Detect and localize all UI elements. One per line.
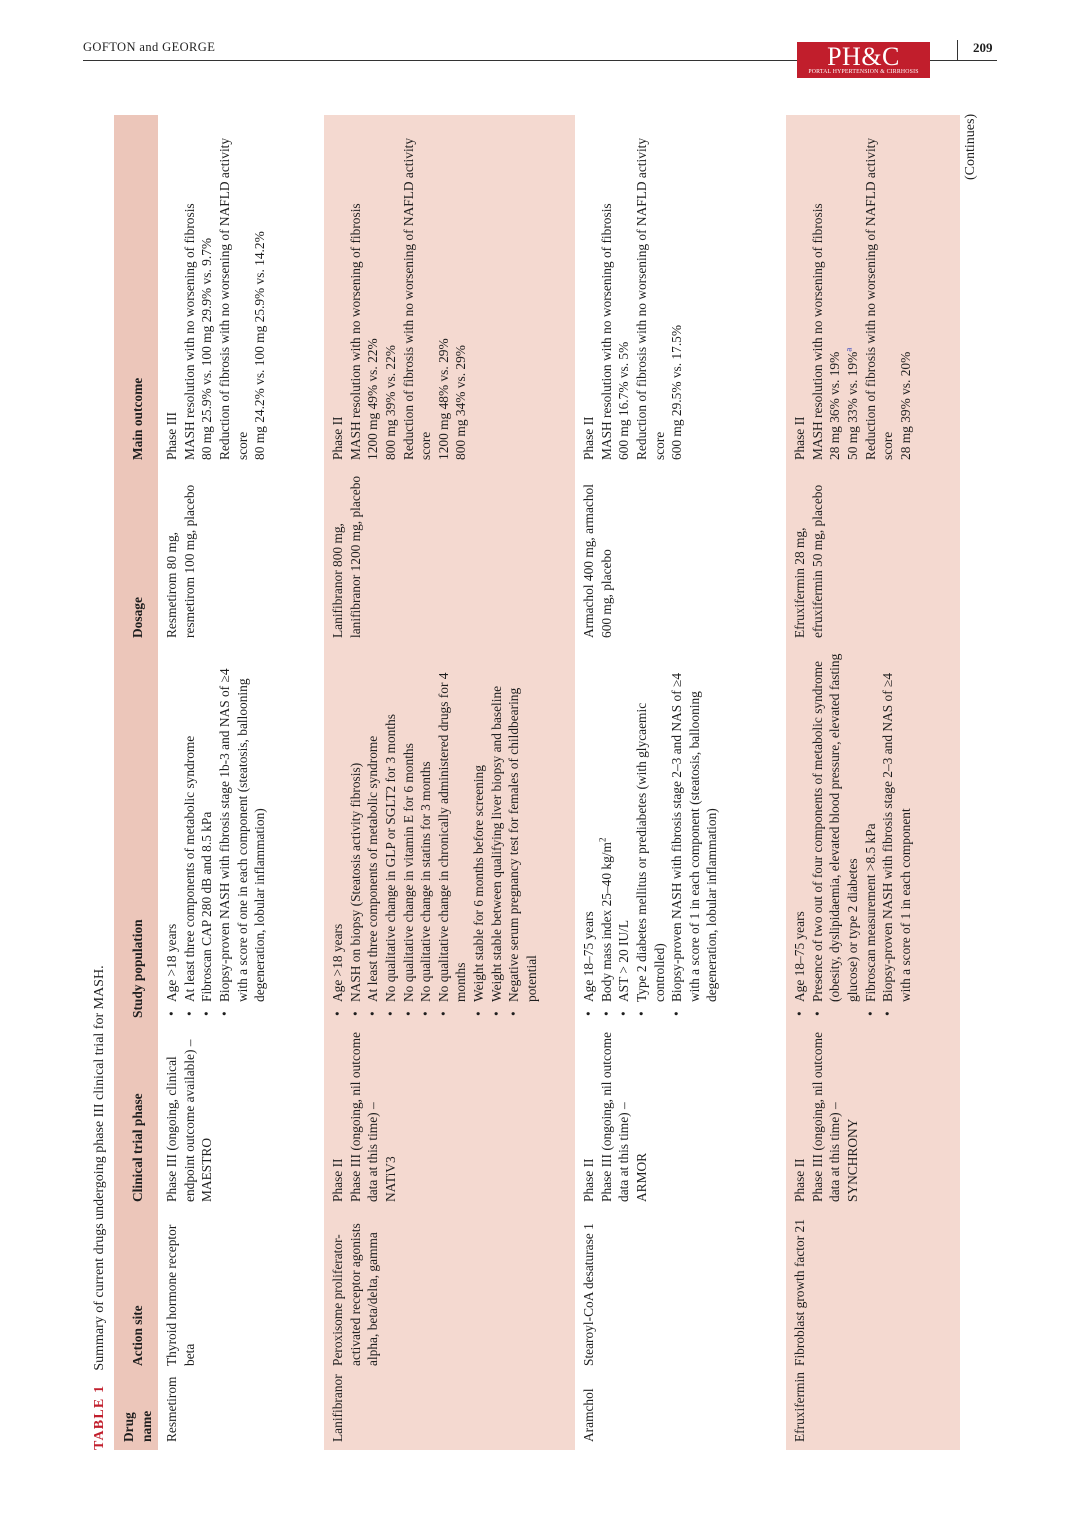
population-item: • No qualitative change in statins for 3 months — [417, 650, 435, 1018]
page-number-divider — [957, 40, 958, 60]
action-site: Thyroid hormone receptor beta — [164, 1224, 197, 1366]
drug-name: Resmetirom — [164, 1376, 180, 1442]
bmi-superscript: 2 — [597, 837, 608, 843]
rotated-table-block — [90, 100, 960, 1450]
main-outcome: Phase III MASH resolution with no worsening of fibrosis 80 mg 25.9% vs. 100 mg 29.9% vs. 9.7% Reduction of fibrosis with no worsening of NAFLD activity score 80 mg 24.2% vs. 100 mg 25.9% vs. 14.2% — [164, 137, 268, 460]
table-header-row — [114, 115, 158, 1450]
running-head: GOFTON and GEORGE — [83, 40, 216, 54]
population-item: • Body mass index 25–40 $kg/m^2$ — [598, 650, 616, 1018]
study-population — [158, 646, 324, 1026]
drug-name: Lanifibranor — [324, 1374, 575, 1450]
dosage: Lanifibranor 800 mg, lanifibranor 1200 mg, placebo — [324, 468, 575, 646]
table-row — [158, 115, 324, 1450]
drug-summary-table — [114, 115, 960, 1450]
dosage: Armachol 400 mg, armachol 600 mg, placebo — [581, 484, 614, 638]
action-site: Peroxisome proliferator-activated receptor agonists alpha, beta/delta, gamma — [324, 1210, 575, 1374]
col-header-study-population: Study population — [114, 646, 158, 1026]
population-item: • NASH on biopsy (Steatosis activity fibrosis) — [347, 650, 365, 1018]
clinical-trial-phase: Phase III (ongoing, clinical endpoint outcome available) – MAESTRO — [164, 1039, 215, 1202]
journal-logo-subtitle: PORTAL HYPERTENSION & CIRRHOSIS — [808, 69, 919, 75]
action-site: Stearoyl-CoA desaturase 1 — [581, 1223, 597, 1366]
population-item: • Biopsy-proven NASH with fibrosis stage 2–3 and NAS of ≥4 with a score of 1 in each component (steatosis, ballooning degeneration, lobular inflammation) — [668, 650, 721, 1018]
population-item: • Age 18–75 years — [791, 650, 809, 1018]
population-item: • No qualitative change in GLP or SGLT2 for 3 months — [382, 650, 400, 1018]
col-header-clinical-trial-phase: Clinical trial phase — [114, 1026, 158, 1210]
population-item: • Fibroscan CAP 280 dB and 8.5 kPa — [198, 650, 216, 1018]
main-outcome: Phase II MASH resolution with no worsening of fibrosis 600 mg 16.7% vs. 5% Reduction of fibrosis with no worsening of NAFLD activity score 600 mg 29.5% vs. 17.5% — [581, 137, 685, 460]
main-outcome: Phase II MASH resolution with no worsening of fibrosis 1200 mg 49% vs. 22% 800 mg 39% vs. 22% Reduction of fibrosis with no worsening of NAFLD activity score 1200 mg 48% vs. 29% 800 mg 34% vs. 29% — [324, 115, 575, 468]
population-item: • Weight stable between qualifying liver biopsy and baseline — [488, 650, 506, 1018]
population-item: • Biopsy-proven NASH with fibrosis stage 2–3 and NAS of ≥4 with a score of 1 in each component — [879, 650, 914, 1018]
study-population — [786, 646, 960, 1026]
population-item: • Negative serum pregnancy test for females of childbearing potential — [505, 650, 540, 1018]
col-header-action-site: Action site — [114, 1210, 158, 1374]
table-label: TABLE 1 — [92, 1384, 107, 1450]
dosage: Efruxifermin 28 mg, efruxifermin 50 mg, placebo — [786, 468, 960, 646]
population-item: • Age 18–75 years — [580, 650, 598, 1018]
population-item: • AST > 20 IU/L — [615, 650, 633, 1018]
population-item: • Age >18 years — [163, 650, 181, 1018]
table-row — [575, 115, 786, 1450]
clinical-trial-phase: Phase II Phase III (ongoing, nil outcome data at this time) – NATiV3 — [324, 1026, 575, 1210]
population-item: • Fibroscan measurement >8.5 kPa — [862, 650, 880, 1018]
clinical-trial-phase: Phase II Phase III (ongoing, nil outcome data at this time) – ARMOR — [581, 1032, 649, 1202]
table-caption-text: Summary of current drugs undergoing phase III clinical trial for MASH. — [92, 965, 107, 1371]
dosage: Resmetirom 80 mg, resmetirom 100 mg, placebo — [164, 484, 197, 638]
population-item: • No qualitative change in vitamin E for 6 months — [400, 650, 418, 1018]
continues-label: (Continues) — [963, 113, 978, 180]
table-row — [324, 115, 575, 1450]
drug-name: Aramchol — [581, 1388, 597, 1442]
main-outcome: Phase II MASH resolution with no worsening of fibrosis 28 mg 36% vs. 19% 50 mg 33% vs. 19%$^a$ Reduction of fibrosis with no worsening of NAFLD activity score 28 mg 39% vs. 20% — [786, 115, 960, 468]
population-item: • Type 2 diabetes mellitus or prediabetes (with glycaemic controlled) — [633, 650, 668, 1018]
journal-logo-abbr: PH&C — [827, 42, 900, 71]
action-site: Fibroblast growth factor 21 — [786, 1210, 960, 1374]
study-population — [575, 646, 786, 1026]
population-item: • Age >18 years — [329, 650, 347, 1018]
table-caption — [90, 100, 114, 1450]
page-number: 209 — [973, 40, 993, 55]
col-header-main-outcome: Main outcome — [114, 115, 158, 468]
table-row — [786, 115, 960, 1450]
population-item: • Biopsy-proven NASH with fibrosis stage 1b-3 and NAS of ≥4 with a score of one in each component (steatosis, ballooning degeneration, lobular inflammation) — [216, 650, 269, 1018]
study-population — [324, 646, 575, 1026]
population-item: • At least three components of metabolic syndrome — [364, 650, 382, 1018]
population-item: • No qualitative change in chronically administered drugs for 4 months — [435, 650, 470, 1018]
footnote-marker: a — [843, 347, 854, 352]
col-header-drug-name: Drug name — [114, 1374, 158, 1450]
population-item: • Weight stable for 6 months before screening — [470, 650, 488, 1018]
col-header-dosage: Dosage — [114, 468, 158, 646]
clinical-trial-phase: Phase II Phase III (ongoing, nil outcome data at this time) – SYNCHRONY — [786, 1026, 960, 1210]
population-item: • Presence of two out of four components of metabolic syndrome (obesity, dyslipidaemia, elevated blood pressure, elevated fasting glucose) or type 2 diabetes — [809, 650, 862, 1018]
journal-logo — [797, 42, 930, 78]
population-item: • At least three components of metabolic syndrome — [181, 650, 199, 1018]
drug-name: Efruxifermin — [786, 1374, 960, 1450]
